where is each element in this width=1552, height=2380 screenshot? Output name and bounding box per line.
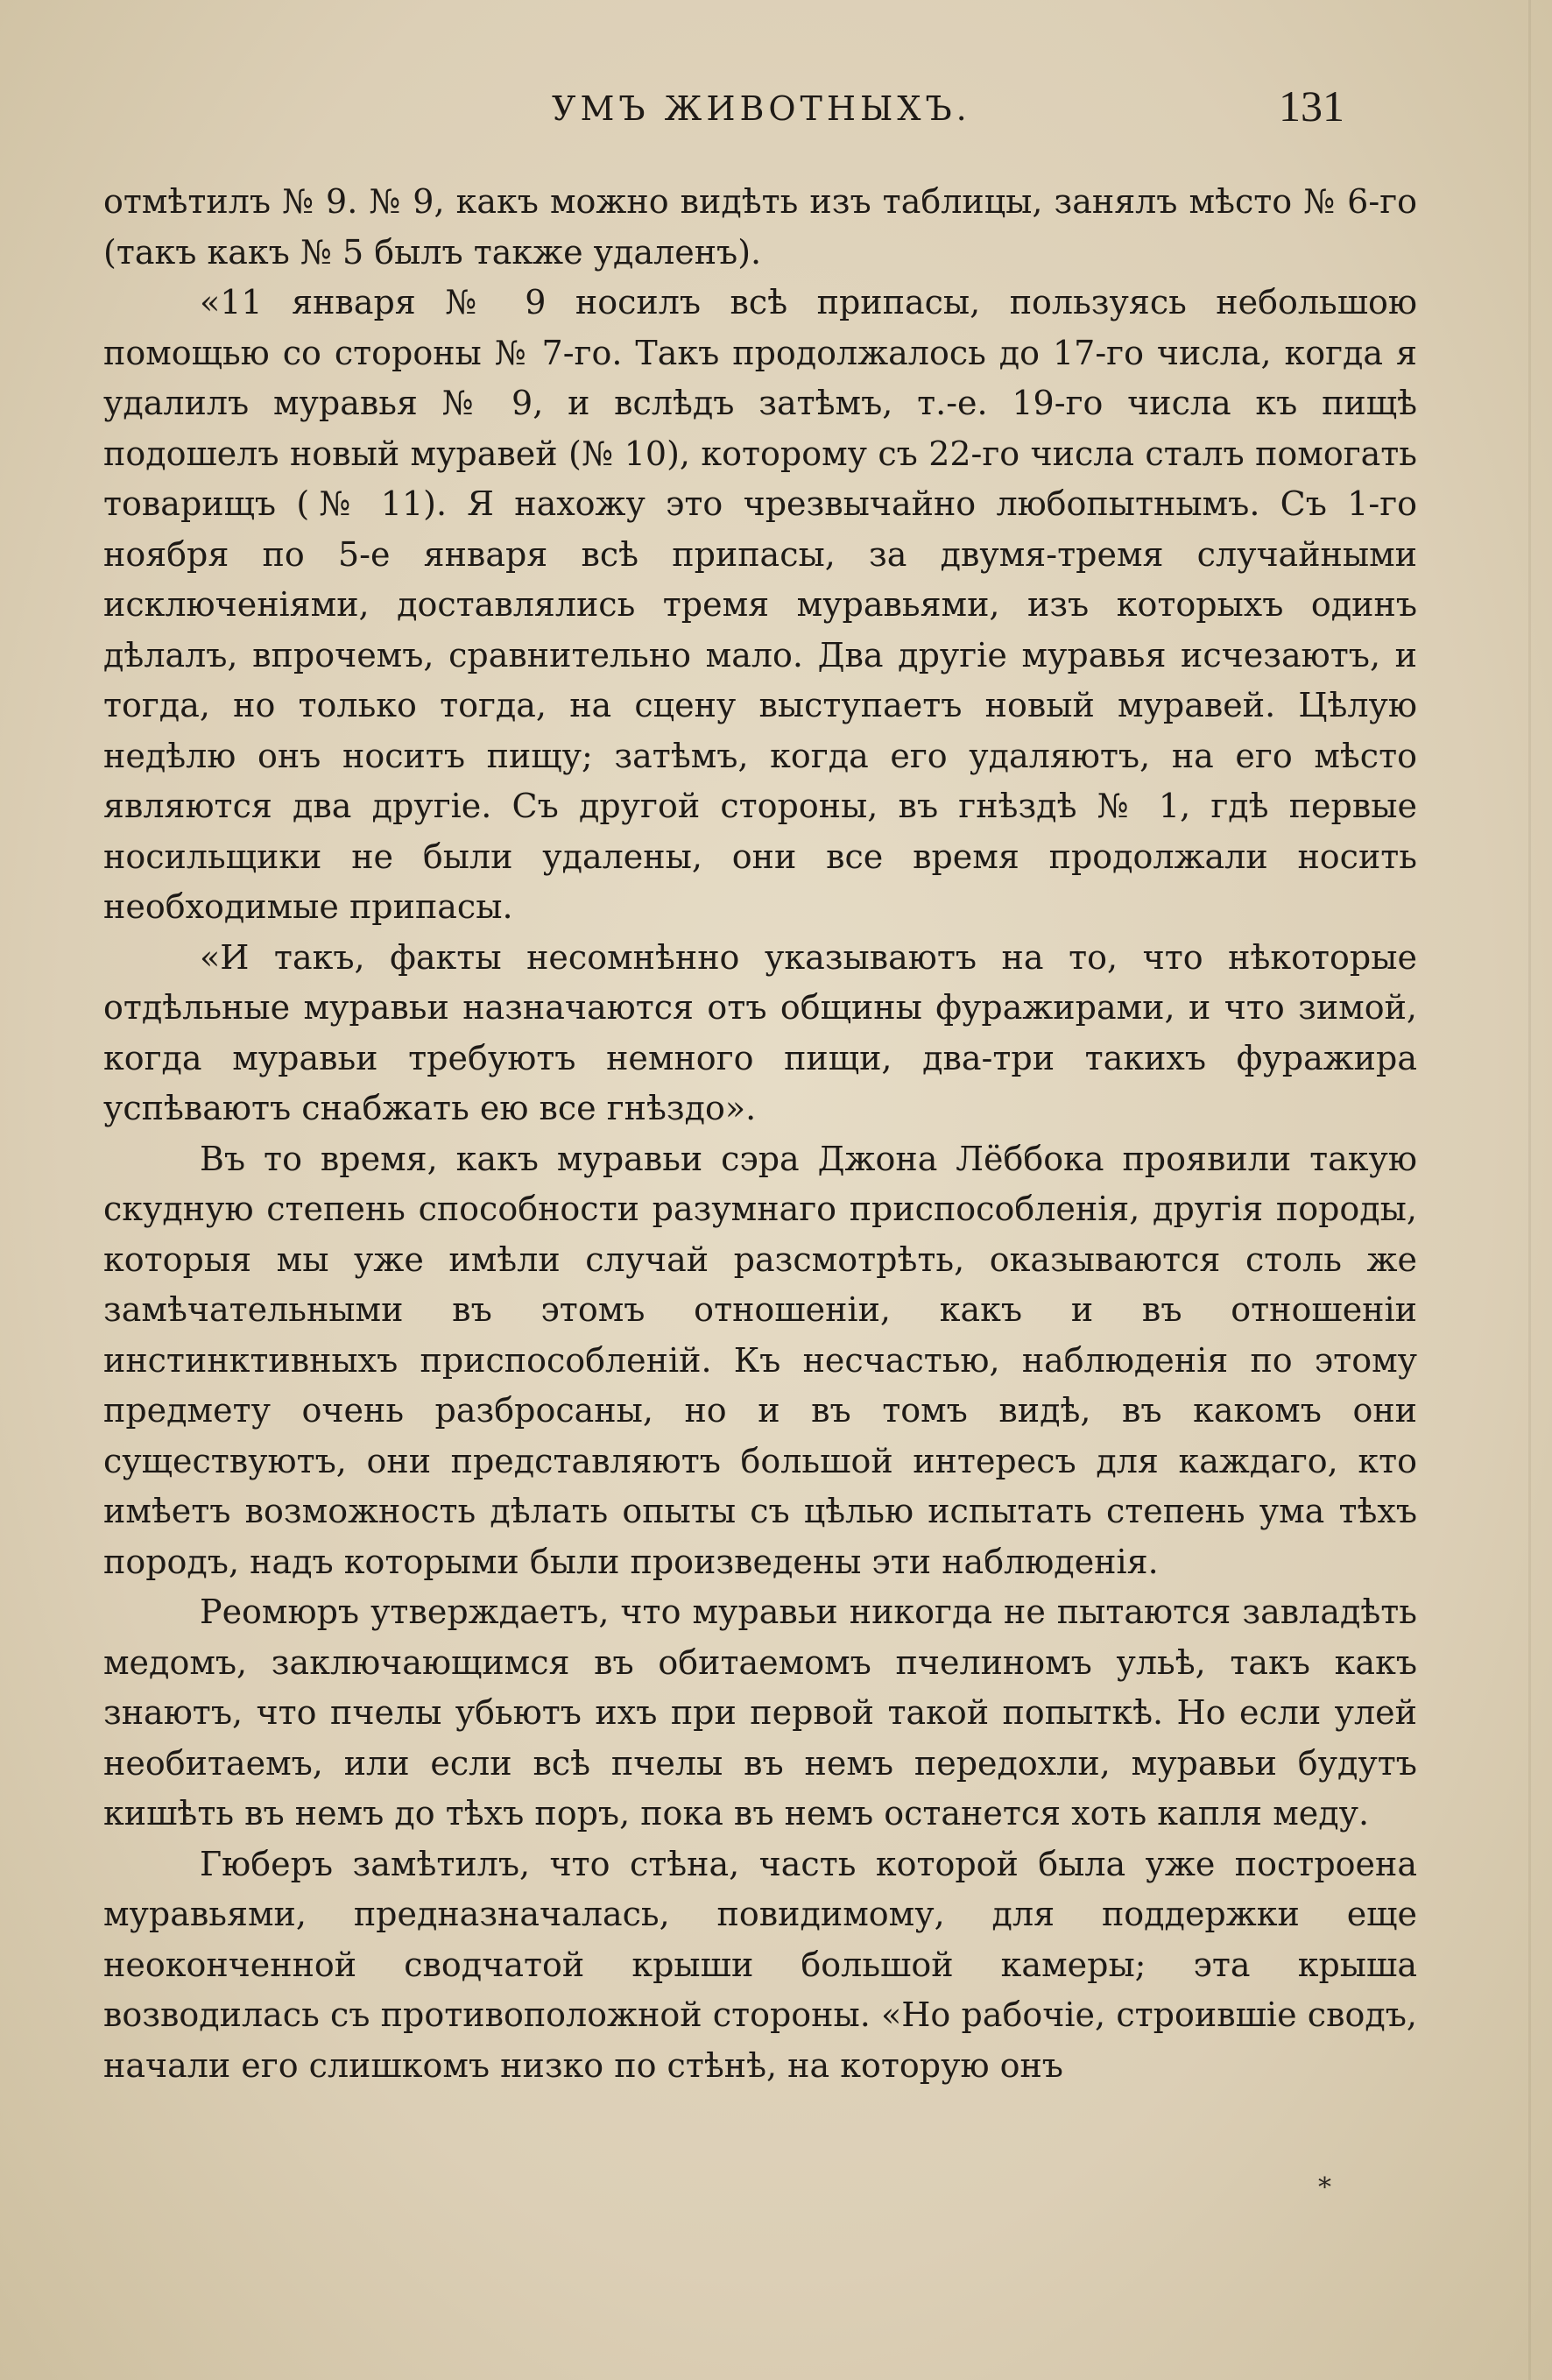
paragraph-huber: Гюберъ замѣтилъ, что стѣна, часть которой была уже построена муравьями, предназначалась, повидимому, для поддержки еще неоконченной сводчатой крыши большой камеры; эта крыша возводилась съ противоположной стороны. «Но рабочіе, строившіе сводъ, начали его слишкомъ низко по стѣнѣ, на которую онъ	[103, 1844, 1417, 2085]
paragraph-reaumur: Реомюръ утверждаетъ, что муравьи никогда не пытаются завладѣть медомъ, заключающимся въ обитаемомъ пчелиномъ ульѣ, такъ какъ знаютъ, что пчелы убьютъ ихъ при первой такой попыткѣ. Но если улей необитаемъ, или если всѣ пчелы въ немъ передохли, муравьи будутъ кишѣть въ немъ до тѣхъ поръ, пока въ немъ останется хоть капля меду.	[103, 1593, 1417, 1833]
paragraph-quote-january: «11 января № 9 носилъ всѣ припасы, пользуясь небольшою помощью со стороны № 7-го. Такъ продолжалось до 17-го числа, когда я удалилъ муравья № 9, и вслѣдъ затѣмъ, т.-е. 19-го числа къ пищѣ подошелъ новый муравей (№ 10), которому съ 22-го числа сталъ помогать товарищъ (№ 11). Я нахожу это чрезвычайно любопытнымъ. Съ 1-го ноября по 5-е января всѣ припасы, за двумя-тремя случайными исключеніями, доставлялись тремя муравьями, изъ которыхъ одинъ дѣлалъ, впрочемъ, сравнительно мало. Два другіе муравья исчезаютъ, и тогда, но только тогда, на сцену выступаетъ новый муравей. Цѣлую недѣлю онъ носитъ пищу; затѣмъ, когда его удаляютъ, на его мѣсто являются два другіе. Съ другой стороны, въ гнѣздѣ № 1, гдѣ первые носильщики не были удалены, они все время продолжали носить необходимые припасы.	[103, 283, 1417, 926]
body-text	[103, 177, 1417, 2227]
page-number: 131	[1279, 81, 1344, 131]
paragraph-lubbock: Въ то время, какъ муравьи сэра Джона Лёббока проявили такую скудную степень способности разумнаго приспособленія, другія породы, которыя мы уже имѣли случай разсмотрѣть, оказываются столь же замѣчательными въ этомъ отношеніи, какъ и въ отношеніи инстинктивныхъ приспособленій. Къ несчастью, наблюденія по этому предмету очень разбросаны, но и въ томъ видѣ, въ какомъ они существуютъ, они представляютъ большой интересъ для каждаго, кто имѣетъ возможность дѣлать опыты съ цѣлью испытать степень ума тѣхъ породъ, надъ которыми были произведены эти наблюденія.	[103, 1139, 1417, 1581]
page-edge-shadow	[1528, 0, 1531, 2380]
signature-mark: *	[1318, 2172, 1331, 2203]
paragraph-quote-conclusion: «И такъ, факты несомнѣнно указываютъ на то, что нѣкоторые отдѣльные муравьи назначаются отъ общины фуражирами, и что зимой, когда муравьи требуютъ немного пищи, два-три такихъ фуражира успѣваютъ снабжать ею все гнѣздо».	[103, 937, 1417, 1127]
running-title: УМЪ ЖИВОТНЫХЪ.	[552, 89, 971, 128]
paragraph-continuation: отмѣтилъ № 9. № 9, какъ можно видѣть изъ таблицы, занялъ мѣсто № 6-го (такъ какъ № 5 былъ также удаленъ).	[103, 182, 1417, 272]
page-header	[0, 81, 1552, 133]
